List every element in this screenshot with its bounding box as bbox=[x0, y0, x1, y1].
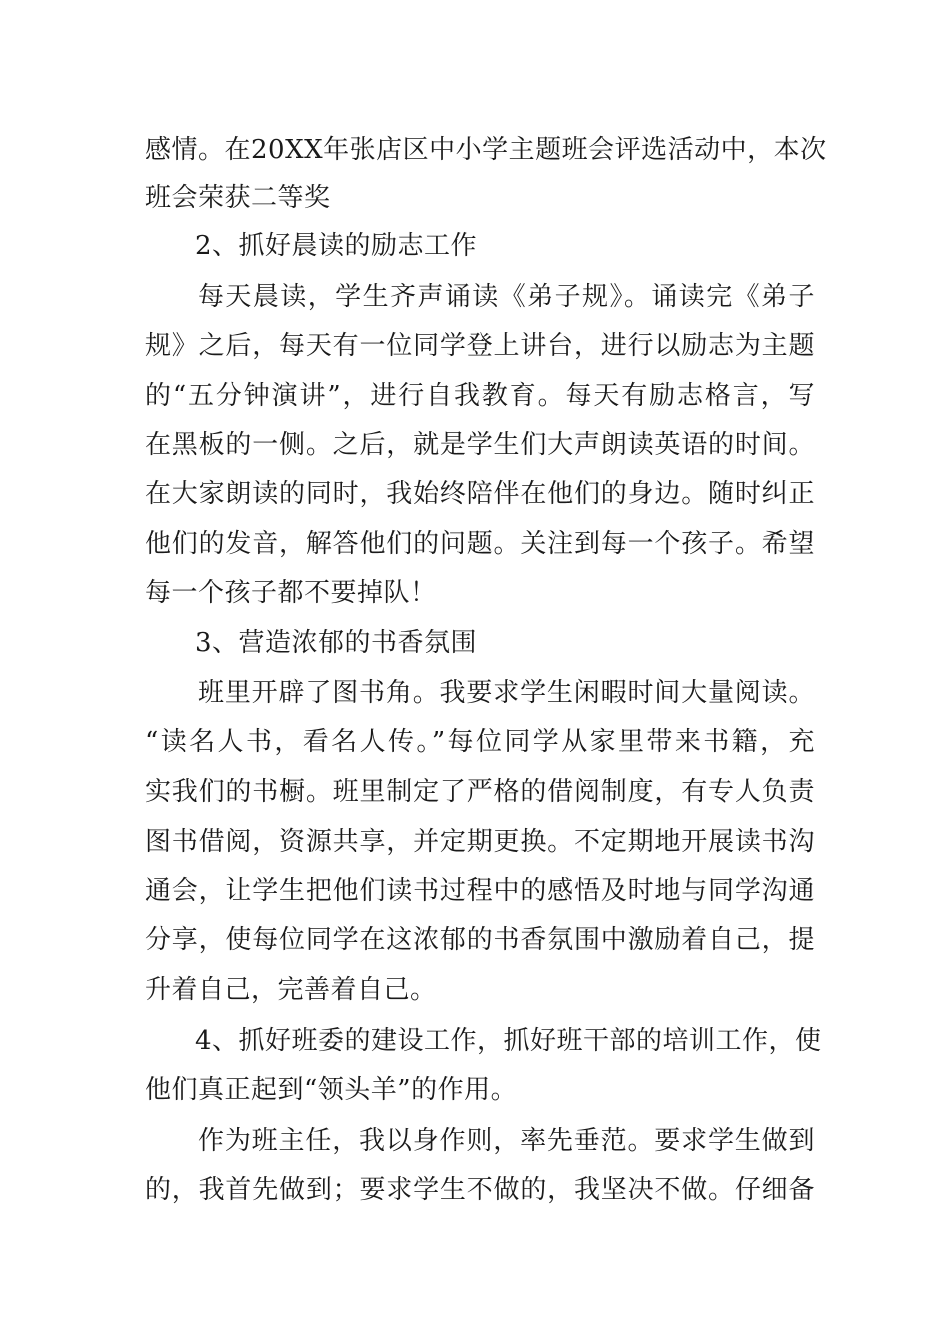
section-heading: 3、营造浓郁的书香氛围 bbox=[195, 628, 478, 658]
text-line: 实我们的书橱。班里制定了严格的借阅制度，有专人负责 bbox=[145, 777, 815, 807]
text-line: 每天晨读，学生齐声诵读《弟子规》。诵读完《弟子 bbox=[198, 282, 815, 312]
text-line: 通会，让学生把他们读书过程中的感悟及时地与同学沟通 bbox=[145, 876, 815, 906]
section-heading: 2、抓好晨读的励志工作 bbox=[195, 231, 478, 261]
text-line: 图书借阅，资源共享，并定期更换。不定期地开展读书沟 bbox=[145, 827, 815, 857]
text-line: 规》之后，每天有一位同学登上讲台，进行以励志为主题 bbox=[145, 331, 815, 361]
text-line: “读名人书，看名人传。”每位同学从家里带来书籍，充 bbox=[145, 727, 815, 757]
text-line: 作为班主任，我以身作则，率先垂范。要求学生做到 bbox=[198, 1126, 815, 1156]
section-heading: 4、抓好班委的建设工作，抓好班干部的培训工作，使 bbox=[195, 1026, 822, 1056]
text-line: 班会荣获二等奖 bbox=[145, 183, 331, 213]
text-line: 他们的发音，解答他们的问题。关注到每一个孩子。希望 bbox=[145, 529, 815, 559]
text-line: 在黑板的一侧。之后，就是学生们大声朗读英语的时间。 bbox=[145, 430, 815, 460]
text-line: 每一个孩子都不要掉队！ bbox=[145, 578, 437, 608]
text-line: 在大家朗读的同时，我始终陪伴在他们的身边。随时纠正 bbox=[145, 479, 815, 509]
text-line: 的“五分钟演讲”，进行自我教育。每天有励志格言，写 bbox=[145, 381, 815, 411]
text-line: 升着自己，完善着自己。 bbox=[145, 975, 437, 1005]
text-line: 分享，使每位同学在这浓郁的书香氛围中激励着自己，提 bbox=[145, 925, 815, 955]
text-line: 班里开辟了图书角。我要求学生闲暇时间大量阅读。 bbox=[198, 678, 815, 708]
text-line: 他们真正起到“领头羊”的作用。 bbox=[145, 1075, 518, 1105]
text-line: 感情。在20XX年张店区中小学主题班会评选活动中，本次 bbox=[145, 135, 827, 165]
text-line: 的，我首先做到；要求学生不做的，我坚决不做。仔细备 bbox=[145, 1175, 815, 1205]
